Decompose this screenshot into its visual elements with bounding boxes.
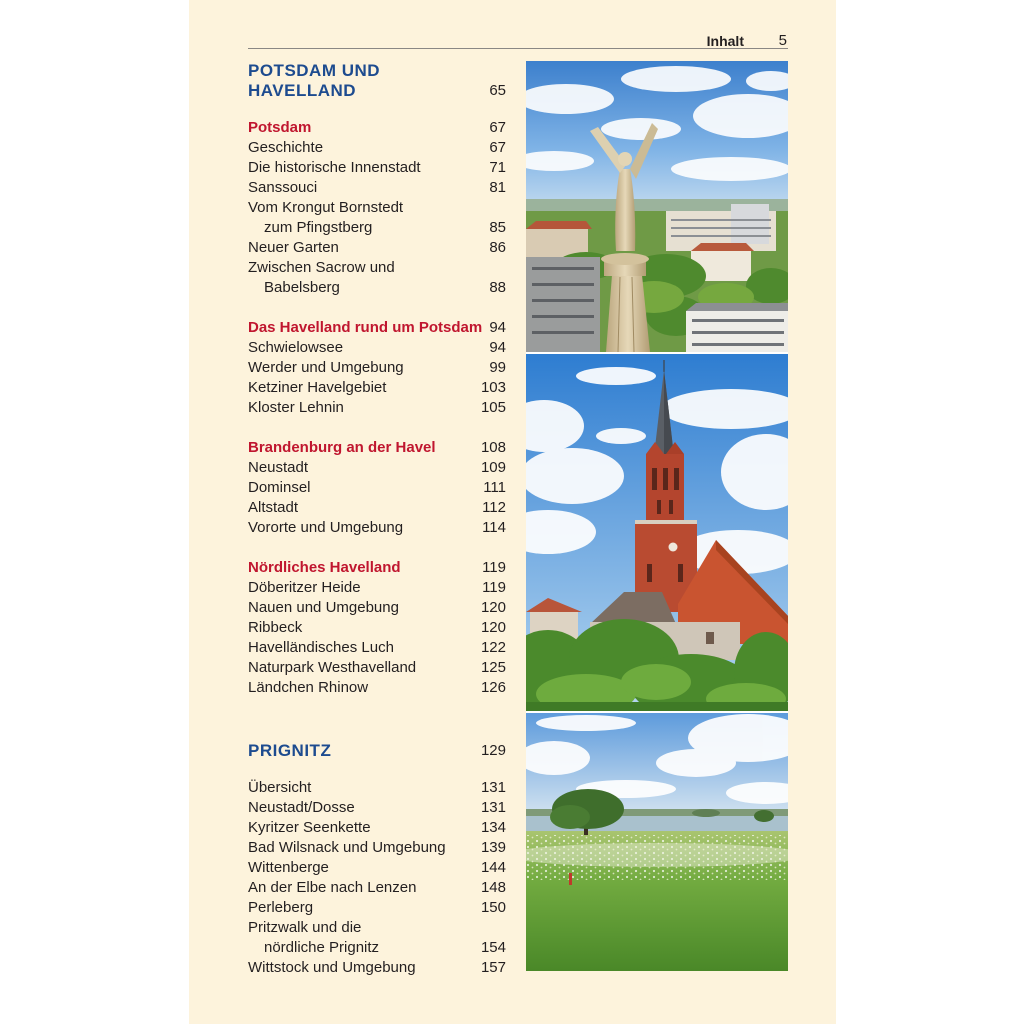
- toc-line: [248, 778, 506, 798]
- toc-region: [248, 61, 506, 698]
- toc-line: [248, 898, 506, 918]
- toc-entry-label: Havelländisches Luch: [248, 639, 394, 656]
- toc-line: [248, 498, 506, 518]
- toc-page-number: 86: [489, 239, 506, 256]
- toc-entry: [248, 358, 506, 378]
- toc-line: [248, 858, 506, 878]
- toc-entry-label: An der Elbe nach Lenzen: [248, 879, 417, 896]
- toc-entry: [248, 238, 506, 258]
- toc-section-heading-text: Brandenburg an der Havel: [248, 439, 436, 456]
- toc-line: [248, 178, 506, 198]
- toc-region-title-text: HAVELLAND: [248, 81, 357, 100]
- toc-entry: [248, 858, 506, 878]
- toc-entry-label: Geschichte: [248, 139, 324, 156]
- toc-entry: [248, 398, 506, 418]
- toc-page-number: 120: [480, 619, 506, 636]
- toc-entry-label: Altstadt: [248, 499, 299, 516]
- toc-page-number: 94: [489, 339, 506, 356]
- toc-line: [248, 358, 506, 378]
- photo-river-meadow: [526, 713, 788, 971]
- toc-line: [248, 118, 506, 138]
- toc-entry: [248, 378, 506, 398]
- toc-page-number: 88: [489, 279, 506, 296]
- toc-line: [248, 458, 506, 478]
- toc-section-heading: [248, 318, 506, 338]
- toc-entry: [248, 138, 506, 158]
- toc-entry-label: Übersicht: [248, 779, 312, 796]
- toc-line: [248, 678, 506, 698]
- toc-line: [248, 558, 506, 578]
- toc-entry: [248, 198, 506, 238]
- toc-entry-label: Kyritzer Seenkette: [248, 819, 371, 836]
- toc-line: [248, 938, 506, 958]
- toc-entry-label: Sanssouci: [248, 179, 318, 196]
- toc-entry-label: Wittenberge: [248, 859, 329, 876]
- toc-page-number: 119: [482, 559, 506, 576]
- toc-page-number: 103: [480, 379, 506, 396]
- toc-line: [248, 518, 506, 538]
- toc-page-number: 131: [480, 779, 506, 796]
- toc-entry: [248, 678, 506, 698]
- toc-entry: [248, 878, 506, 898]
- toc-entry: [248, 818, 506, 838]
- toc-entry-label: nördliche Prignitz: [264, 939, 380, 956]
- toc-page-number: 148: [480, 879, 506, 896]
- toc-entry: [248, 798, 506, 818]
- toc-page-number: 112: [482, 499, 506, 516]
- toc-entry-label: Babelsberg: [264, 279, 340, 296]
- toc-page-number: 139: [480, 839, 506, 856]
- toc-region: [248, 741, 506, 978]
- toc-entry-label: Nauen und Umgebung: [248, 599, 399, 616]
- toc-page-number: 126: [480, 679, 506, 696]
- toc-section-heading: [248, 118, 506, 138]
- photo-column: [526, 61, 788, 971]
- toc-region-title: [248, 61, 506, 101]
- toc-group: [248, 778, 506, 978]
- toc-entry-label: Vom Krongut Bornstedt: [248, 199, 404, 216]
- toc-group: [248, 438, 506, 538]
- toc-entry-label: Pritzwalk und die: [248, 919, 362, 936]
- toc-line: [248, 598, 506, 618]
- toc-entry-label: Neustadt/Dosse: [248, 799, 355, 816]
- toc-group: [248, 118, 506, 298]
- toc-line: [248, 958, 506, 978]
- toc-page-number: 85: [489, 219, 506, 236]
- toc-entry-label: Ländchen Rhinow: [248, 679, 369, 696]
- toc-section-heading: [248, 558, 506, 578]
- toc-line: [248, 338, 506, 358]
- toc-entry-label: Döberitzer Heide: [248, 579, 361, 596]
- toc-line: [248, 918, 506, 938]
- toc-entry-label: Naturpark Westhavelland: [248, 659, 417, 676]
- toc-entry-label: Bad Wilsnack und Umgebung: [248, 839, 446, 856]
- toc-line: [248, 818, 506, 838]
- toc-page-number: 122: [480, 639, 506, 656]
- toc-line: [248, 158, 506, 178]
- toc-line: [248, 378, 506, 398]
- toc-entry-label: Perleberg: [248, 899, 314, 916]
- toc-entry: [248, 778, 506, 798]
- toc-line: [248, 878, 506, 898]
- toc-page-number: 94: [489, 319, 506, 336]
- toc-line: [248, 318, 506, 338]
- toc-page-number: 134: [480, 819, 506, 836]
- toc-page-number: 144: [480, 859, 506, 876]
- toc-page-number: 119: [482, 579, 506, 596]
- toc-region-title: [248, 741, 506, 761]
- toc-entry: [248, 518, 506, 538]
- toc-page-number: 109: [480, 459, 506, 476]
- toc-entry-label: Neustadt: [248, 459, 309, 476]
- toc-page-number: 157: [480, 959, 506, 976]
- toc-page-number: 125: [480, 659, 506, 676]
- toc-page-number: 154: [480, 939, 506, 956]
- toc-entry: [248, 578, 506, 598]
- toc-page-number: 114: [482, 519, 506, 536]
- toc-region-title-text: POTSDAM UND: [248, 61, 381, 80]
- toc-region-title-line: [248, 741, 506, 761]
- toc-page-number: 81: [489, 179, 506, 196]
- toc-page-number: 150: [480, 899, 506, 916]
- photo-angel-statue: [526, 61, 788, 352]
- toc-line: [248, 198, 506, 218]
- toc-entry-label: Ketziner Havelgebiet: [248, 379, 387, 396]
- toc-entry-label: Wittstock und Umgebung: [248, 959, 416, 976]
- toc-line: [248, 238, 506, 258]
- toc-page-number: 111: [483, 479, 506, 496]
- toc-entry: [248, 838, 506, 858]
- toc-page-number: 67: [489, 139, 506, 156]
- running-header-title: Inhalt: [706, 33, 744, 49]
- toc-entry: [248, 158, 506, 178]
- toc-entry: [248, 258, 506, 298]
- toc-entry: [248, 478, 506, 498]
- toc-line: [248, 838, 506, 858]
- running-header: [248, 30, 788, 49]
- toc-region-title-line: [248, 81, 506, 101]
- toc-entry: [248, 618, 506, 638]
- toc-line: [248, 478, 506, 498]
- toc-line: [248, 138, 506, 158]
- toc-entry: [248, 638, 506, 658]
- toc-section-heading-text: Nördliches Havelland: [248, 559, 401, 576]
- toc-entry-label: Zwischen Sacrow und: [248, 259, 395, 276]
- toc-entry: [248, 498, 506, 518]
- toc-group: [248, 318, 506, 418]
- toc-entry-label: Neuer Garten: [248, 239, 339, 256]
- toc-entry-label: Vororte und Umgebung: [248, 519, 404, 536]
- toc-entry-label: Die historische Innenstadt: [248, 159, 421, 176]
- toc-entry-label: zum Pfingstberg: [264, 219, 373, 236]
- toc-entry: [248, 178, 506, 198]
- toc-entry-label: Werder und Umgebung: [248, 359, 404, 376]
- toc-entry-label: Ribbeck: [248, 619, 303, 636]
- toc-page-number: 67: [489, 119, 506, 136]
- toc-line: [248, 218, 506, 238]
- toc-region-title-line: [248, 61, 506, 81]
- toc-entry: [248, 958, 506, 978]
- toc-line: [248, 798, 506, 818]
- toc-entry: [248, 658, 506, 678]
- toc-section-heading-text: Das Havelland rund um Potsdam: [248, 319, 483, 336]
- toc-line: [248, 438, 506, 458]
- toc-page-number: 71: [489, 159, 506, 176]
- toc-entry: [248, 598, 506, 618]
- toc-line: [248, 578, 506, 598]
- toc-line: [248, 278, 506, 298]
- toc-page-number: 65: [489, 82, 506, 99]
- toc-region-title-text: PRIGNITZ: [248, 741, 332, 760]
- toc-group: [248, 558, 506, 698]
- toc-page-number: 131: [480, 799, 506, 816]
- toc-line: [248, 258, 506, 278]
- toc-line: [248, 398, 506, 418]
- toc-line: [248, 618, 506, 638]
- page-number: 5: [778, 32, 787, 49]
- toc-page-number: 99: [489, 359, 506, 376]
- toc-entry: [248, 918, 506, 958]
- toc-section-heading-text: Potsdam: [248, 119, 312, 136]
- toc-page-number: 105: [480, 399, 506, 416]
- toc-section-heading: [248, 438, 506, 458]
- toc-entry-label: Kloster Lehnin: [248, 399, 344, 416]
- toc-page-number: 120: [480, 599, 506, 616]
- toc-entry: [248, 458, 506, 478]
- toc-entry-label: Dominsel: [248, 479, 311, 496]
- toc-line: [248, 658, 506, 678]
- toc-line: [248, 638, 506, 658]
- toc-page-number: 108: [480, 439, 506, 456]
- table-of-contents: [248, 61, 506, 978]
- toc-page-number: 129: [480, 742, 506, 759]
- toc-entry-label: Schwielowsee: [248, 339, 344, 356]
- toc-entry: [248, 898, 506, 918]
- photo-brick-church: [526, 354, 788, 711]
- toc-entry: [248, 338, 506, 358]
